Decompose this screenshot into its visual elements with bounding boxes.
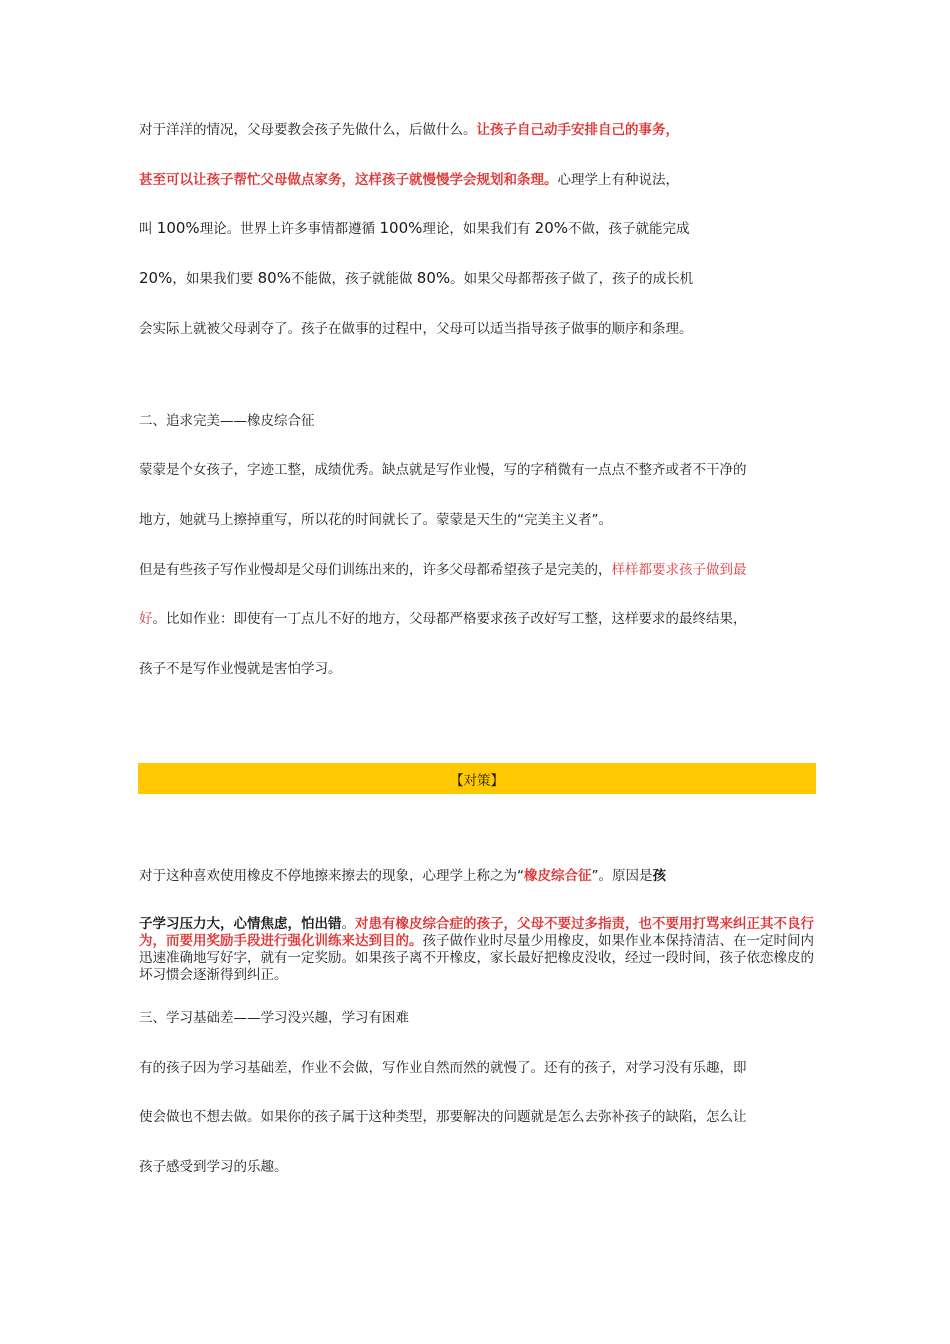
paragraph-line: 孩子不是写作业慢就是害怕学习。 — [139, 661, 342, 677]
body-text: 理论。世界上许多事情都遵循 — [199, 221, 380, 237]
number-text: 20% — [534, 219, 569, 237]
paragraph-line: 使会做也不想去做。如果你的孩子属于这种类型，那要解决的问题就是怎么去弥补孩子的缺陷，怎么让 — [139, 1109, 747, 1125]
paragraph-line: 会实际上就被父母剥夺了。孩子在做事的过程中，父母可以适当指导孩子做事的顺序和条理。 — [139, 321, 693, 337]
paragraph-block — [139, 916, 819, 984]
paragraph-line — [139, 170, 679, 190]
body-text: ”。原因是 — [591, 868, 653, 884]
paragraph-line: 地方，她就马上擦掉重写，所以花的时间就长了。蒙蒙是天生的“完美主义者”。 — [139, 512, 612, 528]
body-text: 心理学上有种说法， — [557, 172, 679, 188]
body-text: 。 — [341, 916, 355, 932]
body-text: 不做，孩子就能完成 — [568, 221, 690, 237]
section-heading: 二、追求完美——橡皮综合征 — [139, 413, 315, 429]
body-text: ，如果我们要 — [172, 271, 258, 287]
body-text: 不能做，孩子就能做 — [290, 271, 417, 287]
highlight-text: 样样都要求孩子做到最 — [611, 562, 747, 578]
number-text: 80% — [257, 269, 291, 287]
paragraph-line — [139, 609, 747, 629]
number-text: 100% — [156, 219, 200, 237]
paragraph-line: 蒙蒙是个女孩子，字迹工整，成绩优秀。缺点就是写作业慢，写的字稍微有一点点不整齐或者不干净的 — [139, 462, 747, 478]
highlight-text: 橡皮综合征 — [524, 868, 592, 884]
paragraph-line — [139, 218, 690, 239]
paragraph-line — [139, 120, 679, 140]
paragraph-line — [139, 268, 693, 289]
body-text: 但是有些孩子写作业慢却是父母们训练出来的，许多父母都希望孩子是完美的， — [139, 562, 612, 578]
body-text: 理论，如果我们有 — [422, 221, 535, 237]
bold-text: 孩 — [652, 868, 666, 884]
body-text: 对于洋洋的情况，父母要教会孩子先做什么，后做什么。 — [139, 122, 477, 138]
highlight-text: 甚至可以让孩子帮忙父母做点家务，这样孩子就慢慢学会规划和条理。 — [139, 172, 558, 188]
body-text: 对于这种喜欢使用橡皮不停地擦来擦去的现象，心理学上称之为“ — [139, 868, 524, 884]
paragraph-line — [139, 866, 666, 886]
banner-label: 【对策】 — [450, 772, 504, 789]
body-text: 叫 — [139, 221, 157, 237]
highlight-text: 好 — [139, 611, 153, 627]
body-text: 孩子做作业时尽量少用橡皮，如果作业本保持清洁、在一定时间内迅速准确地写好字，就有一定奖励。如果孩子离不开橡皮，家长最好把橡皮没收，经过一段时间，孩子依恋橡皮的坏习惯会逐渐得到纠正。 — [139, 933, 814, 983]
highlight-text: 对患有橡皮综合症的孩子，父母不要过多指责，也不要用打骂来纠正其不良行为，而要用奖励手段进行强化训练来达到目的。 — [139, 916, 814, 949]
body-text: 。如果父母都帮孩子做了，孩子的成长机 — [450, 271, 694, 287]
strategy-banner — [138, 763, 816, 794]
number-text: 80% — [416, 269, 451, 287]
paragraph-line — [139, 560, 747, 580]
paragraph-line: 孩子感受到学习的乐趣。 — [139, 1159, 288, 1175]
highlight-text: 让孩子自己动手安排自己的事务， — [476, 122, 679, 138]
number-text: 20% — [139, 269, 173, 287]
paragraph-line: 有的孩子因为学习基础差，作业不会做，写作业自然而然的就慢了。还有的孩子，对学习没有乐趣，即 — [139, 1060, 747, 1076]
bold-text: 子学习压力大，心情焦虑，怕出错 — [139, 916, 342, 932]
body-text: 。比如作业：即使有一丁点儿不好的地方，父母都严格要求孩子改好写工整，这样要求的最终结果， — [152, 611, 747, 627]
number-text: 100% — [379, 219, 423, 237]
section-heading: 三、学习基础差——学习没兴趣，学习有困难 — [139, 1010, 409, 1026]
